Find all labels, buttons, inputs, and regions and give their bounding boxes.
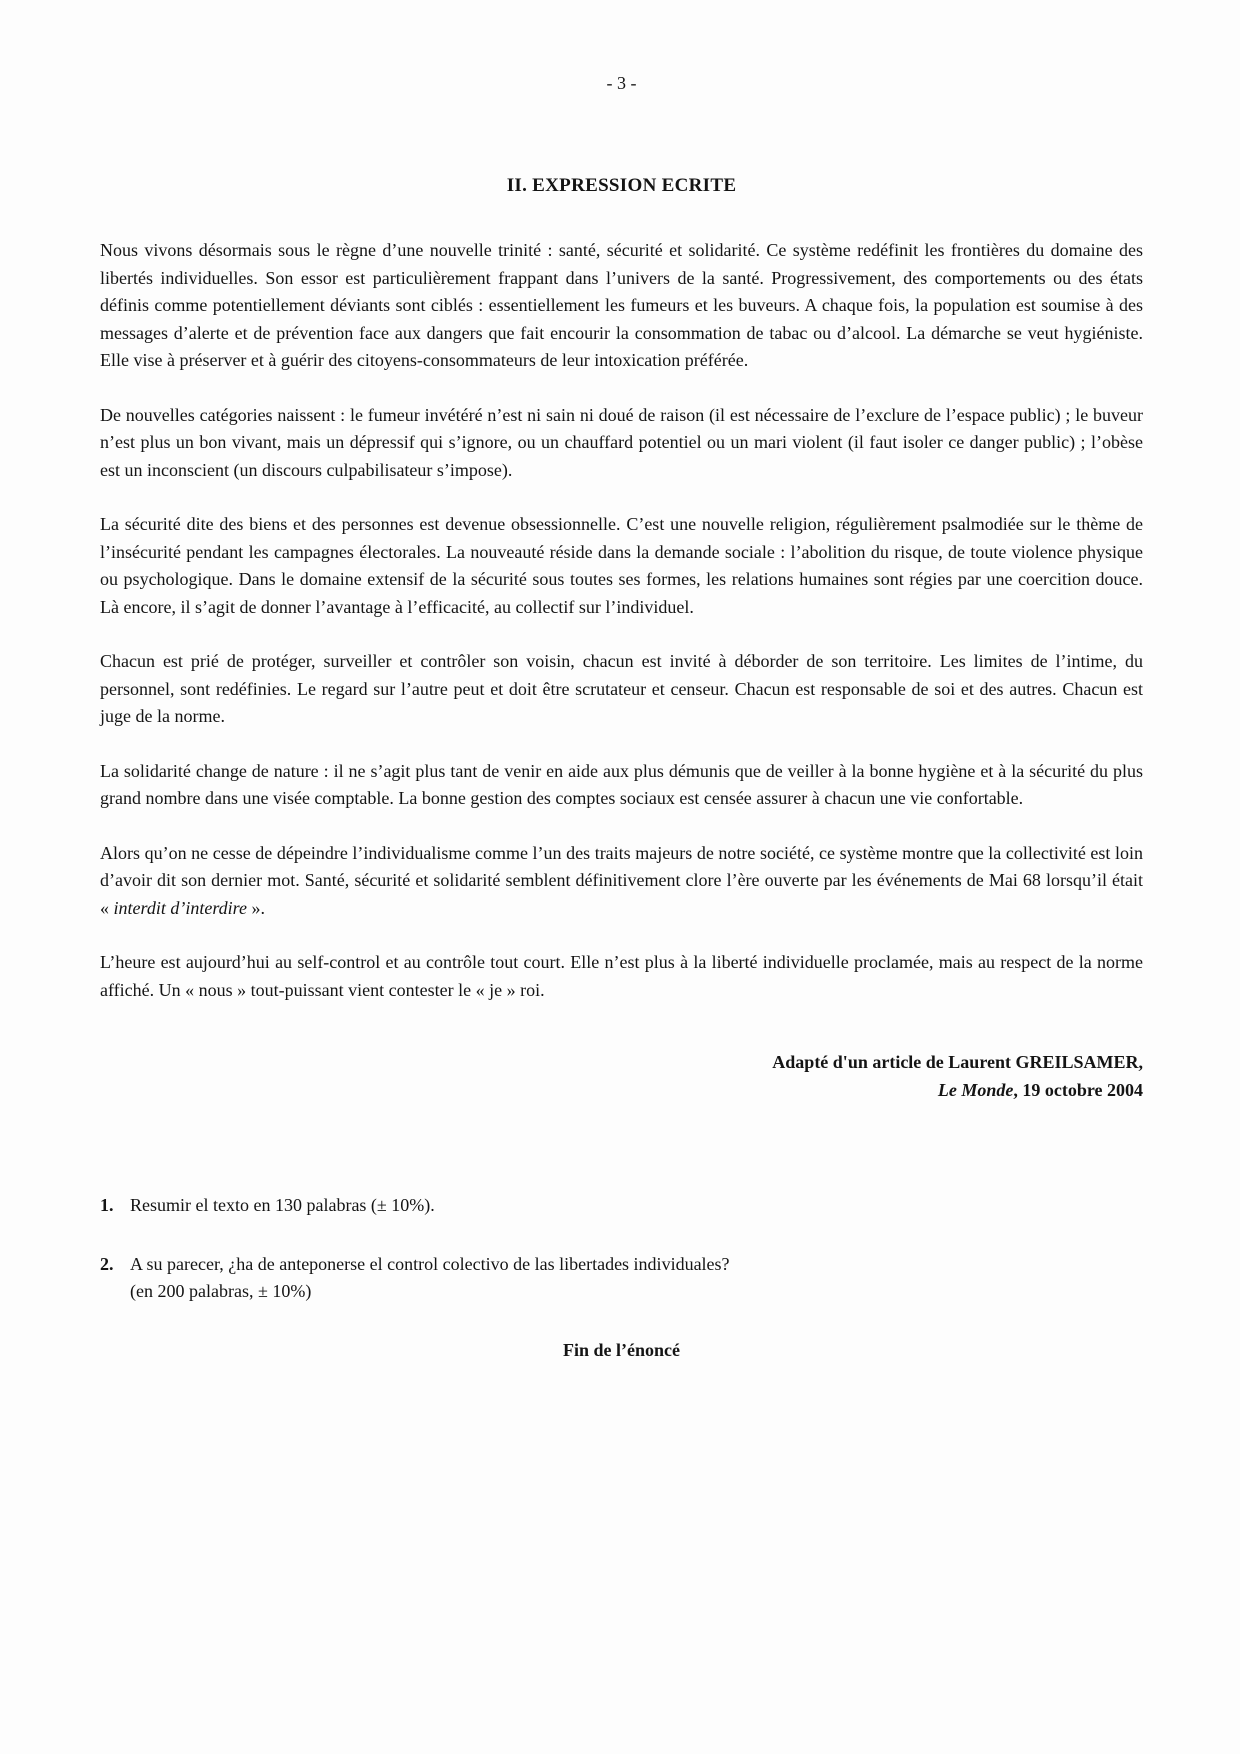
- question-2-constraint: (en 200 palabras, ± 10%): [130, 1281, 312, 1301]
- paragraph-6: [100, 840, 1143, 923]
- question-2-body: [130, 1251, 1143, 1306]
- question-1-text: Resumir el texto en 130 palabras (± 10%).: [130, 1195, 435, 1215]
- question-2-number: 2.: [100, 1253, 114, 1274]
- paragraph-6-closing: ».: [246, 897, 265, 918]
- section-title: II. EXPRESSION ECRITE: [506, 174, 737, 196]
- paragraph-2: De nouvelles catégories naissent : le fumeur invétéré n’est ni sain ni doué de raison (il est nécessaire de l’exclure de l’espace public) ; le buveur n’est plus un bon vivant, mais un dépressif qui s’ignore, ou un chauffard potentiel ou un mari violent (il faut isoler ce danger public) ; l’obèse est un inconscient (un discours culpabilisateur s’impose).: [100, 404, 1143, 480]
- attribution-source-date: , 19 octobre 2004: [1013, 1079, 1143, 1100]
- question-2: [100, 1251, 1143, 1306]
- paragraph-6-text: Alors qu’on ne cesse de dépeindre l’individualisme comme l’un des traits majeurs de notre société, ce système montre que la collectivité est loin d’avoir dit son dernier mot. Santé, sécurité et solidarité semblent définitivement clore l’ère ouverte par les événements de Mai 68 lorsqu’il était «: [100, 842, 1143, 918]
- paragraph-6-italic-quote: interdit d’interdire: [113, 897, 247, 918]
- attribution-source-name: Le Monde: [937, 1079, 1014, 1100]
- paragraph-7: L’heure est aujourd’hui au self-control et au contrôle tout court. Elle n’est plus à la liberté individuelle proclamée, mais au respect de la norme affiché. Un « nous » tout-puissant vient contester le « je » roi.: [100, 952, 1143, 1000]
- paragraph-1: Nous vivons désormais sous le règne d’une nouvelle trinité : santé, sécurité et solidarité. Ce système redéfinit les frontières du domaine des libertés individuelles. Son essor est particulièrement frappant dans l’univers de la santé. Progressivement, des comportements ou des états définis comme potentiellement déviants sont ciblés : essentiellement les fumeurs et les buveurs. A chaque fois, la population est soumise à des messages d’alerte et de prévention face aux dangers que fait encourir la consommation de tabac ou d’alcool. La démarche se veut hygiéniste. Elle vise à préserver et à guérir des citoyens-consommateurs de leur intoxication préférée.: [100, 240, 1143, 370]
- questions-section: [100, 1192, 1143, 1306]
- page-number: - 3 -: [606, 73, 637, 93]
- attribution-source-line: [100, 1077, 1143, 1105]
- question-1: [100, 1192, 1143, 1220]
- attribution: [100, 1049, 1143, 1104]
- paragraph-3: La sécurité dite des biens et des personnes est devenue obsessionnelle. C’est une nouvelle religion, régulièrement psalmodiée sur le thème de l’insécurité pendant les campagnes électorales. La nouveauté réside dans la demande sociale : l’abolition du risque, de toute violence physique ou psychologique. Dans le domaine extensif de la sécurité sous toutes ses formes, les relations humaines sont régies par une coercition douce. Là encore, il s’agit de donner l’avantage à l’efficacité, au collectif sur l’individuel.: [100, 514, 1143, 617]
- question-1-body: [130, 1192, 1143, 1220]
- paragraph-5: La solidarité change de nature : il ne s’agit plus tant de venir en aide aux plus démunis que de veiller à la bonne hygiène et à la sécurité du plus grand nombre dans une visée comptable. La bonne gestion des comptes sociaux est censée assurer à chacun une vie confortable.: [100, 760, 1143, 808]
- question-2-text: A su parecer, ¿ha de anteponerse el control colectivo de las libertades individuales?: [130, 1253, 730, 1274]
- paragraph-4: Chacun est prié de protéger, surveiller et contrôler son voisin, chacun est invité à déborder de son territoire. Les limites de l’intime, du personnel, sont redéfinies. Le regard sur l’autre peut et doit être scrutateur et censeur. Chacun est responsable de soi et des autres. Chacun est juge de la norme.: [100, 651, 1143, 726]
- question-1-number: 1.: [100, 1195, 114, 1215]
- end-of-statement: Fin de l’énoncé: [563, 1339, 680, 1360]
- attribution-author-line: Adapté d'un article de Laurent GREILSAMER,: [772, 1052, 1143, 1072]
- article-body: [100, 237, 1143, 1004]
